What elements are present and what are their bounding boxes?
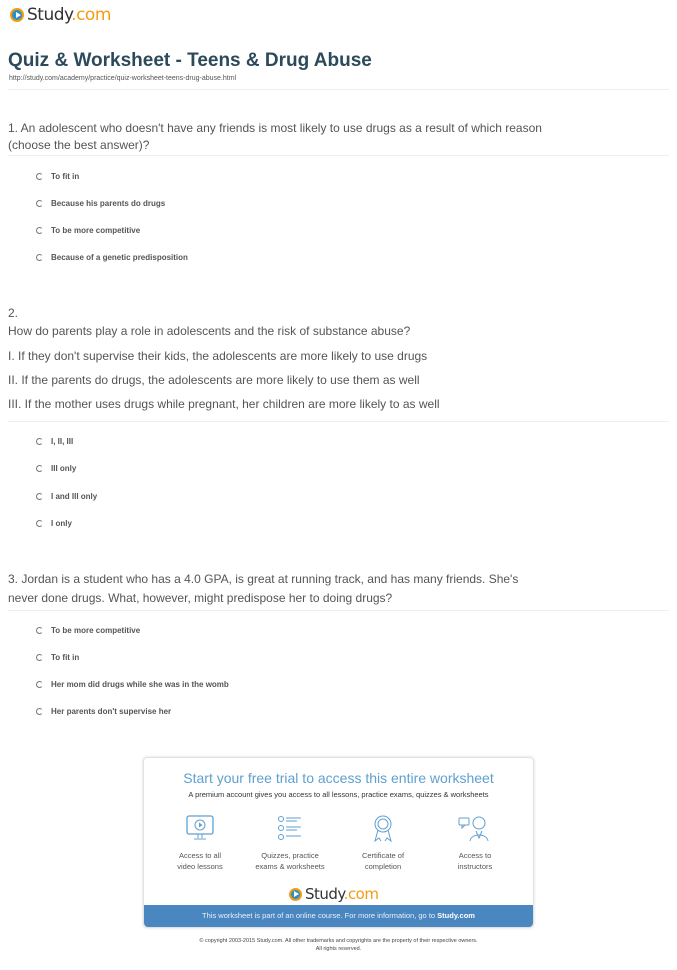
copyright-text: © copyright 2003-2015 Study.com. All other trademarks and copyrights are the property of their respective owners. xyxy=(199,938,478,944)
logo-text: Study xyxy=(305,885,344,903)
answer-option[interactable] xyxy=(36,680,229,689)
instructor-icon xyxy=(457,814,493,842)
radio-button-icon[interactable] xyxy=(36,465,43,472)
question-text: 2. xyxy=(8,306,19,320)
rights-text: All rights reserved. xyxy=(315,946,362,952)
option-label: I and III only xyxy=(51,492,98,501)
play-logo-icon xyxy=(289,888,302,901)
radio-button-icon[interactable] xyxy=(36,520,43,527)
option-label: I, II, III xyxy=(51,437,74,446)
radio-button-icon[interactable] xyxy=(36,254,43,261)
answer-option[interactable] xyxy=(36,464,76,473)
footer xyxy=(0,937,677,953)
logo-text: Study xyxy=(27,5,72,25)
radio-button-icon[interactable] xyxy=(36,708,43,715)
divider xyxy=(8,610,669,611)
question-text: I. If they don't supervise their kids, the adolescents are more likely to use drugs xyxy=(8,349,428,363)
answer-option[interactable] xyxy=(36,199,165,208)
logo-suffix: .com xyxy=(343,885,379,903)
question-text: III. If the mother uses drugs while pregnant, her children are more likely to as well xyxy=(8,397,440,411)
option-label: Because of a genetic predisposition xyxy=(51,253,188,262)
feature-label: Certificate of xyxy=(361,851,405,860)
promo-logo xyxy=(289,885,378,903)
feature-label: Quizzes, practice xyxy=(261,851,319,860)
page-title: Quiz & Worksheet - Teens & Drug Abuse xyxy=(8,50,372,71)
option-label: Because his parents do drugs xyxy=(51,199,166,208)
answer-option[interactable] xyxy=(36,519,72,528)
info-bar-text: This worksheet is part of an online course. For more information, go to xyxy=(202,911,438,920)
info-bar xyxy=(144,905,533,927)
logo-suffix: .com xyxy=(71,5,111,25)
answer-option[interactable] xyxy=(36,707,171,716)
divider xyxy=(8,89,669,90)
page-url: http://study.com/academy/practice/quiz-worksheet-teens-drug-abuse.html xyxy=(9,75,237,82)
option-label: I only xyxy=(51,519,72,528)
radio-button-icon[interactable] xyxy=(36,200,43,207)
answer-option[interactable] xyxy=(36,626,140,635)
answer-option[interactable] xyxy=(36,492,97,501)
option-label: To be more competitive xyxy=(51,626,141,635)
question-text: (choose the best answer)? xyxy=(8,138,150,152)
feature-label: completion xyxy=(364,862,402,871)
feature-quizzes xyxy=(245,814,335,872)
radio-button-icon[interactable] xyxy=(36,227,43,234)
feature-certificate xyxy=(338,814,428,872)
feature-label: exams & worksheets xyxy=(255,862,325,871)
play-logo-icon xyxy=(10,8,24,22)
question-text: How do parents play a role in adolescents and the risk of substance abuse? xyxy=(8,324,411,338)
promo-box xyxy=(143,757,534,928)
feature-label: Access to xyxy=(458,851,492,860)
radio-button-icon[interactable] xyxy=(36,493,43,500)
answer-option[interactable] xyxy=(36,437,73,446)
promo-title: Start your free trial to access this entire worksheet xyxy=(183,770,494,786)
feature-label: instructors xyxy=(457,862,493,871)
divider xyxy=(8,421,669,422)
radio-button-icon[interactable] xyxy=(36,654,43,661)
radio-button-icon[interactable] xyxy=(36,438,43,445)
question-text: never done drugs. What, however, might predispose her to doing drugs? xyxy=(8,591,393,605)
question-text: II. If the parents do drugs, the adolescents are more likely to use them as well xyxy=(8,373,420,387)
radio-button-icon[interactable] xyxy=(36,681,43,688)
answer-option[interactable] xyxy=(36,172,79,181)
option-label: To fit in xyxy=(51,653,80,662)
study-logo xyxy=(10,5,111,25)
divider xyxy=(8,155,669,156)
radio-button-icon[interactable] xyxy=(36,627,43,634)
video-lesson-icon xyxy=(185,814,215,842)
option-label: To fit in xyxy=(51,172,80,181)
radio-button-icon[interactable] xyxy=(36,173,43,180)
feature-video xyxy=(155,814,245,872)
question-text: 1. An adolescent who doesn't have any friends is most likely to use drugs as a result of which reason xyxy=(8,121,542,135)
feature-label: video lessons xyxy=(177,862,223,871)
answer-option[interactable] xyxy=(36,653,79,662)
option-label: Her mom did drugs while she was in the womb xyxy=(51,680,229,689)
option-label: To be more competitive xyxy=(51,226,141,235)
study-link[interactable]: Study.com xyxy=(437,911,475,920)
answer-option[interactable] xyxy=(36,253,188,262)
question-text: 3. Jordan is a student who has a 4.0 GPA, is great at running track, and has many friends. She's xyxy=(8,572,519,586)
feature-instructors xyxy=(430,814,520,872)
promo-subtitle: A premium account gives you access to all lessons, practice exams, quizzes & worksheets xyxy=(188,790,489,799)
option-label: III only xyxy=(51,464,77,473)
answer-option[interactable] xyxy=(36,226,140,235)
certificate-icon xyxy=(368,814,398,842)
quiz-list-icon xyxy=(275,814,305,842)
option-label: Her parents don't supervise her xyxy=(51,707,172,716)
feature-label: Access to all xyxy=(178,851,222,860)
